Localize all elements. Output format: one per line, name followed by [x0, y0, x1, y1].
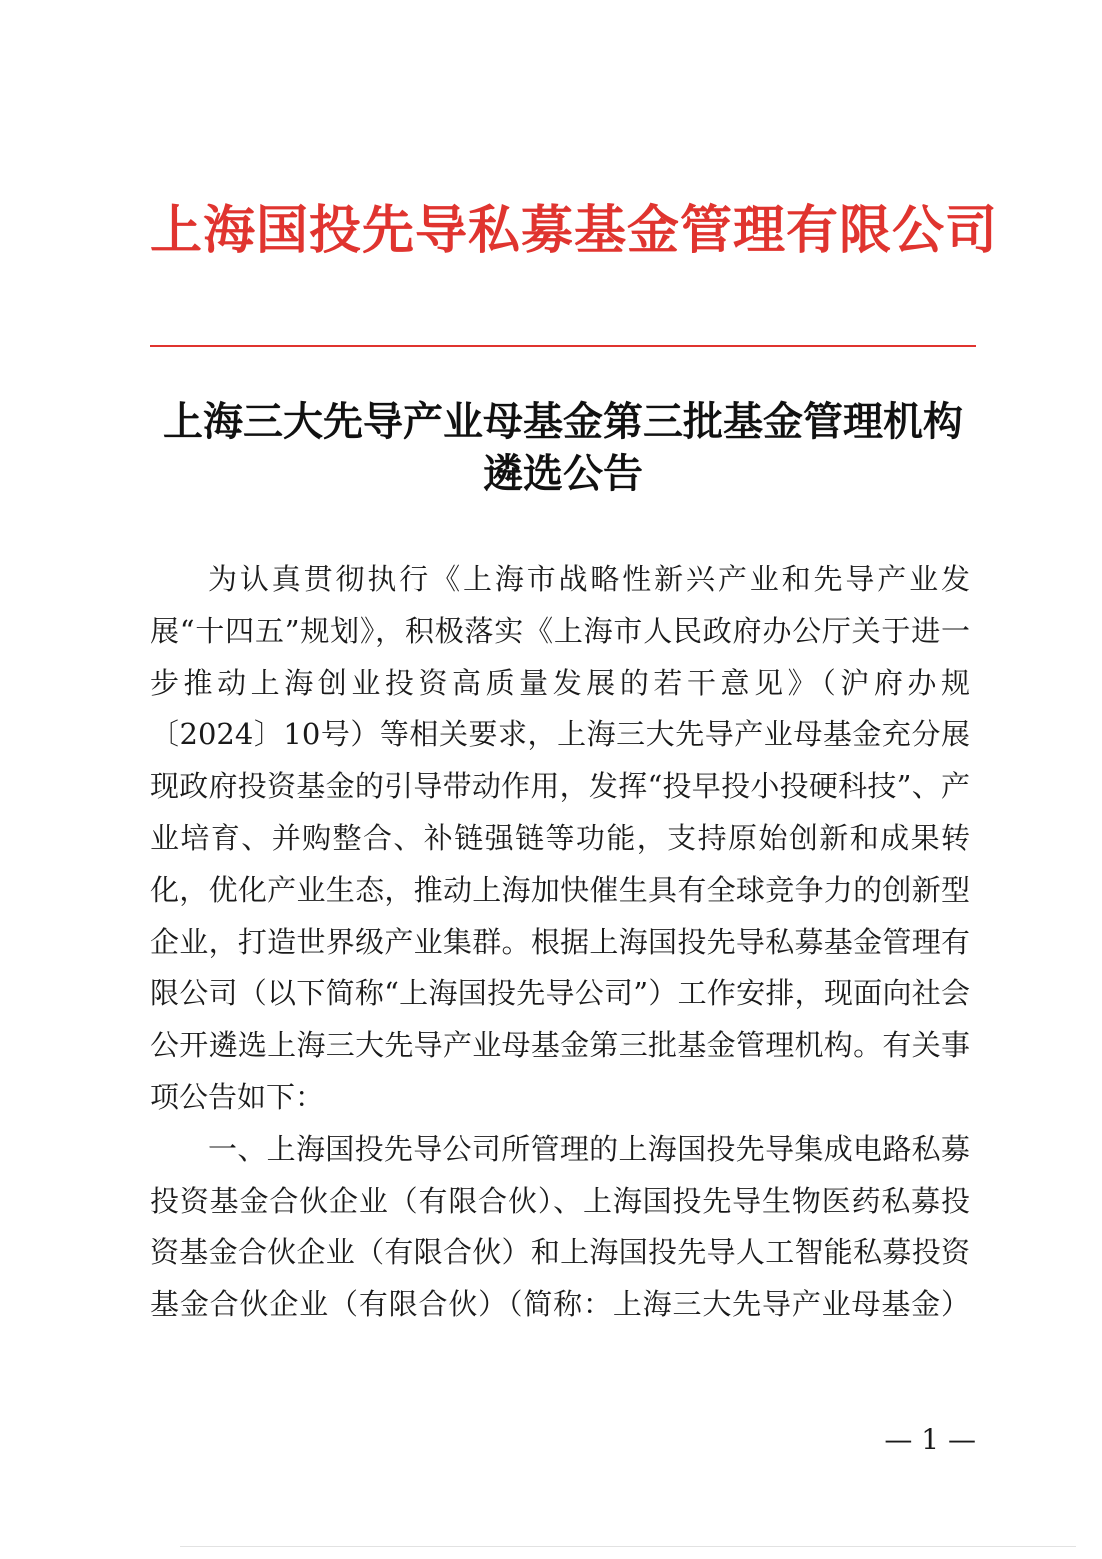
document-title-line1: 上海三大先导产业母基金第三批基金管理机构 — [163, 398, 963, 445]
document-title-line2: 遴选公告 — [483, 450, 643, 497]
document-title — [150, 396, 976, 500]
body-paragraph-intro: 为认真贯彻执行《上海市战略性新兴产业和先导产业发展“十四五”规划》，积极落实《上海市人民政府办公厅关于进一步推动上海创业投资高质量发展的若干意见》（沪府办规〔2024〕10号）等相关要求，上海三大先导产业母基金充分展现政府投资基金的引导带动作用，发挥“投早投小投硬科技”、产业培育、并购整合、补链强链等功能，支持原始创新和成果转化，优化产业生态，推动上海加快催生具有全球竞争力的创新型企业，打造世界级产业集群。根据上海国投先导私募基金管理有限公司（以下简称“上海国投先导公司”）工作安排，现面向社会公开遴选上海三大先导产业母基金第三批基金管理机构。有关事项公告如下： — [150, 562, 970, 1114]
body-paragraph-section-1: 一、上海国投先导公司所管理的上海国投先导集成电路私募投资基金合伙企业（有限合伙）、上海国投先导生物医药私募投资基金合伙企业（有限合伙）和上海国投先导人工智能私募投资基金合伙企业（有限合伙）（简称：上海三大先导产业母基金） — [150, 1131, 970, 1322]
issuer-letterhead: 上海国投先导私募基金管理有限公司 — [150, 200, 999, 261]
scan-edge-line — [180, 1546, 1076, 1547]
letterhead-divider — [150, 345, 976, 347]
page-number: — 1 — — [884, 1423, 976, 1456]
document-body — [150, 554, 970, 1331]
